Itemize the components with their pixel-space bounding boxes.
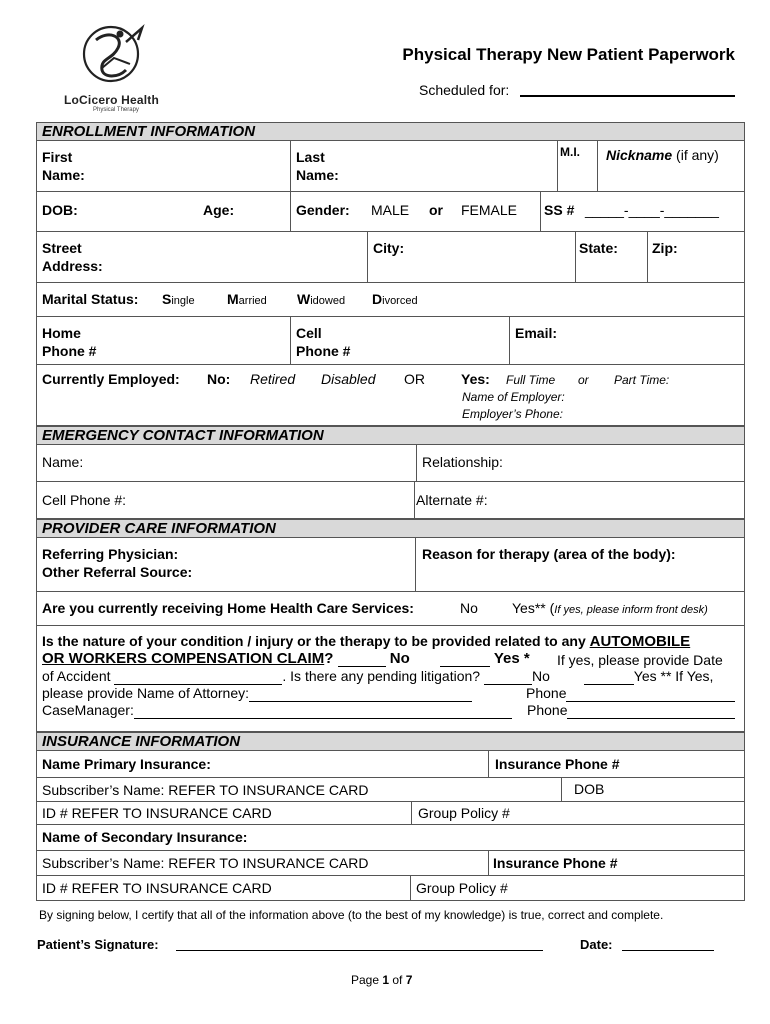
row-id-2 bbox=[36, 876, 745, 901]
employed-or: OR bbox=[404, 371, 425, 387]
emergency-cell-field[interactable] bbox=[37, 482, 414, 518]
street-label-1: Street bbox=[42, 240, 82, 256]
row-marital bbox=[36, 283, 745, 317]
row-phones bbox=[36, 317, 745, 365]
section-enrollment: ENROLLMENT INFORMATION bbox=[36, 122, 745, 141]
cell-phone-field[interactable] bbox=[290, 317, 509, 364]
row-emergency-phone bbox=[36, 482, 745, 519]
gender-female-option[interactable]: FEMALE bbox=[461, 202, 518, 218]
city-label: City: bbox=[373, 240, 405, 256]
attorney-line[interactable]: please provide Name of Attorney: bbox=[42, 685, 472, 702]
row-address bbox=[36, 232, 745, 283]
employed-label: Currently Employed: bbox=[42, 371, 180, 387]
emergency-name-field[interactable] bbox=[37, 445, 416, 481]
city-field[interactable] bbox=[367, 232, 575, 282]
nickname-field[interactable] bbox=[597, 141, 746, 191]
row-secondary-insurance bbox=[36, 825, 745, 851]
scheduled-for-field[interactable] bbox=[520, 95, 735, 97]
ssn-field[interactable] bbox=[540, 192, 746, 231]
section-emergency: EMERGENCY CONTACT INFORMATION bbox=[36, 426, 745, 445]
dob-label: DOB: bbox=[42, 202, 78, 218]
middle-initial-label: M.I. bbox=[560, 145, 580, 159]
row-referral bbox=[36, 538, 745, 592]
subscriber-label: Subscriber’s Name: REFER TO INSURANCE CARD bbox=[42, 782, 369, 798]
referring-physician-label: Referring Physician: bbox=[42, 546, 179, 562]
document-title: Physical Therapy New Patient Paperwork bbox=[402, 45, 735, 64]
street-label-2: Address: bbox=[42, 258, 103, 274]
subscriber-2-field[interactable] bbox=[37, 851, 488, 875]
age-label: Age: bbox=[203, 202, 235, 218]
member-id-field[interactable] bbox=[37, 802, 411, 824]
zip-label: Zip: bbox=[652, 240, 678, 256]
certification-statement: By signing below, I certify that all of the information above (to the best of my knowledge) is true, correct and complete. bbox=[39, 908, 664, 922]
employed-fulltime-option[interactable]: Full Time bbox=[506, 373, 556, 387]
last-name-label-1: Last bbox=[296, 149, 325, 165]
row-employment bbox=[36, 365, 745, 426]
ssn-label: SS # bbox=[544, 202, 575, 218]
attorney-phone-line[interactable]: Phone bbox=[526, 685, 735, 702]
row-id bbox=[36, 802, 745, 825]
gender-label: Gender: bbox=[296, 202, 350, 218]
employer-phone-label: Employer’s Phone: bbox=[462, 407, 563, 421]
last-name-field[interactable] bbox=[290, 141, 557, 191]
email-label: Email: bbox=[515, 325, 558, 341]
signature-label: Patient’s Signature: bbox=[37, 937, 159, 952]
group-policy-field[interactable] bbox=[411, 802, 746, 824]
gender-male-option[interactable]: MALE bbox=[371, 202, 410, 218]
row-accident bbox=[36, 626, 745, 732]
street-address-field[interactable] bbox=[37, 232, 367, 282]
section-insurance: INSURANCE INFORMATION bbox=[36, 732, 745, 751]
cell-phone-label-1: Cell bbox=[296, 325, 322, 341]
subscriber-dob-field[interactable] bbox=[561, 778, 746, 801]
dob-age-field[interactable] bbox=[37, 192, 290, 231]
marital-status-label: Marital Status: bbox=[42, 291, 139, 307]
ssn-blank: _____-____-_______ bbox=[585, 202, 719, 218]
marital-divorced-option[interactable]: Divorced bbox=[372, 291, 418, 307]
section-provider: PROVIDER CARE INFORMATION bbox=[36, 519, 745, 538]
employed-or-2: or bbox=[578, 373, 589, 387]
case-manager-phone-line[interactable]: Phone bbox=[527, 702, 735, 719]
group-policy-2-label: Group Policy # bbox=[416, 880, 508, 896]
insurance-phone-field[interactable] bbox=[488, 751, 746, 777]
insurance-phone-label: Insurance Phone # bbox=[495, 756, 620, 772]
signature-field[interactable] bbox=[176, 950, 543, 951]
primary-insurance-field[interactable] bbox=[37, 751, 488, 777]
relationship-label: Relationship: bbox=[422, 454, 503, 470]
home-phone-field[interactable] bbox=[37, 317, 290, 364]
emergency-cell-label: Cell Phone #: bbox=[42, 492, 127, 508]
home-phone-label-1: Home bbox=[42, 325, 81, 341]
employed-no[interactable]: No: bbox=[207, 371, 231, 387]
logo bbox=[38, 22, 180, 114]
case-manager-line[interactable]: CaseManager: bbox=[42, 702, 512, 719]
gender-field[interactable] bbox=[290, 192, 540, 231]
patient-form bbox=[36, 122, 745, 902]
row-primary-insurance bbox=[36, 751, 745, 778]
home-health-no-option[interactable]: No bbox=[460, 600, 478, 616]
nickname-label: Nickname (if any) bbox=[606, 147, 719, 163]
row-home-health bbox=[36, 592, 745, 626]
email-field[interactable] bbox=[509, 317, 746, 364]
primary-insurance-label: Name Primary Insurance: bbox=[42, 756, 211, 772]
home-phone-label-2: Phone # bbox=[42, 343, 97, 359]
referral-field[interactable] bbox=[37, 538, 415, 591]
gender-or: or bbox=[429, 202, 443, 218]
home-health-yes-option[interactable]: Yes** (If yes, please inform front desk) bbox=[512, 600, 708, 616]
last-name-label-2: Name: bbox=[296, 167, 339, 183]
first-name-field[interactable] bbox=[37, 141, 290, 191]
scheduled-for-label: Scheduled for: bbox=[419, 82, 510, 98]
row-subscriber bbox=[36, 778, 745, 802]
page-number: Page 1 of 7 bbox=[351, 973, 413, 987]
state-field[interactable] bbox=[575, 232, 647, 282]
group-policy-2-field[interactable] bbox=[410, 876, 746, 900]
marital-widowed-option[interactable]: Widowed bbox=[297, 291, 346, 307]
secondary-insurance-label: Name of Secondary Insurance: bbox=[42, 829, 248, 845]
insurance-phone-2-label: Insurance Phone # bbox=[493, 855, 618, 871]
logo-subtitle: Physical Therapy bbox=[93, 107, 139, 113]
therapy-reason-field[interactable] bbox=[415, 538, 746, 591]
if-yes-date-label: If yes, please provide Date bbox=[557, 652, 723, 668]
insurance-phone-2-field[interactable] bbox=[488, 851, 746, 875]
accident-date-line[interactable]: of Accident . Is there any pending litigation? No Yes ** If Yes, bbox=[42, 668, 714, 684]
employed-yes[interactable]: Yes: bbox=[461, 371, 490, 387]
marital-married-option[interactable]: Married bbox=[227, 291, 267, 307]
member-id-2-label: ID # REFER TO INSURANCE CARD bbox=[42, 880, 272, 896]
row-names bbox=[36, 141, 745, 192]
emergency-name-label: Name: bbox=[42, 454, 84, 470]
member-id-2-field[interactable] bbox=[37, 876, 410, 900]
group-policy-label: Group Policy # bbox=[418, 805, 510, 821]
other-referral-label: Other Referral Source: bbox=[42, 564, 193, 580]
cell-phone-label-2: Phone # bbox=[296, 343, 351, 359]
employer-name-label: Name of Employer: bbox=[462, 390, 565, 404]
row-emergency-name bbox=[36, 445, 745, 482]
member-id-label: ID # REFER TO INSURANCE CARD bbox=[42, 805, 272, 821]
home-health-question: Are you currently receiving Home Health Care Services: bbox=[42, 600, 414, 616]
employed-parttime-option[interactable]: Part Time: bbox=[614, 373, 670, 387]
relationship-field[interactable] bbox=[416, 445, 746, 481]
alternate-phone-label: Alternate #: bbox=[416, 492, 488, 508]
workers-comp-line: OR WORKERS COMPENSATION CLAIM? No Yes * bbox=[42, 650, 530, 667]
date-field[interactable] bbox=[622, 950, 714, 951]
auto-claim-question: Is the nature of your condition / injury or the therapy to be provided related to any AUTOMOBILE bbox=[42, 633, 691, 650]
logo-name: LoCicero Health bbox=[64, 93, 160, 107]
alternate-phone-field[interactable] bbox=[414, 482, 746, 518]
marital-single-option[interactable]: Single bbox=[162, 291, 195, 307]
first-name-label-2: Name: bbox=[42, 167, 85, 183]
subscriber-dob-label: DOB bbox=[574, 781, 605, 797]
subscriber-field[interactable] bbox=[37, 778, 561, 801]
subscriber-2-label: Subscriber’s Name: REFER TO INSURANCE CARD bbox=[42, 855, 369, 871]
row-dob bbox=[36, 192, 745, 232]
employed-disabled-option[interactable]: Disabled bbox=[321, 371, 376, 387]
row-subscriber-2 bbox=[36, 851, 745, 876]
middle-initial-field[interactable] bbox=[557, 141, 597, 191]
date-label: Date: bbox=[580, 937, 613, 952]
state-label: State: bbox=[579, 240, 618, 256]
zip-field[interactable] bbox=[647, 232, 746, 282]
first-name-label-1: First bbox=[42, 149, 73, 165]
employed-retired-option[interactable]: Retired bbox=[250, 371, 296, 387]
therapy-reason-label: Reason for therapy (area of the body): bbox=[422, 546, 676, 562]
